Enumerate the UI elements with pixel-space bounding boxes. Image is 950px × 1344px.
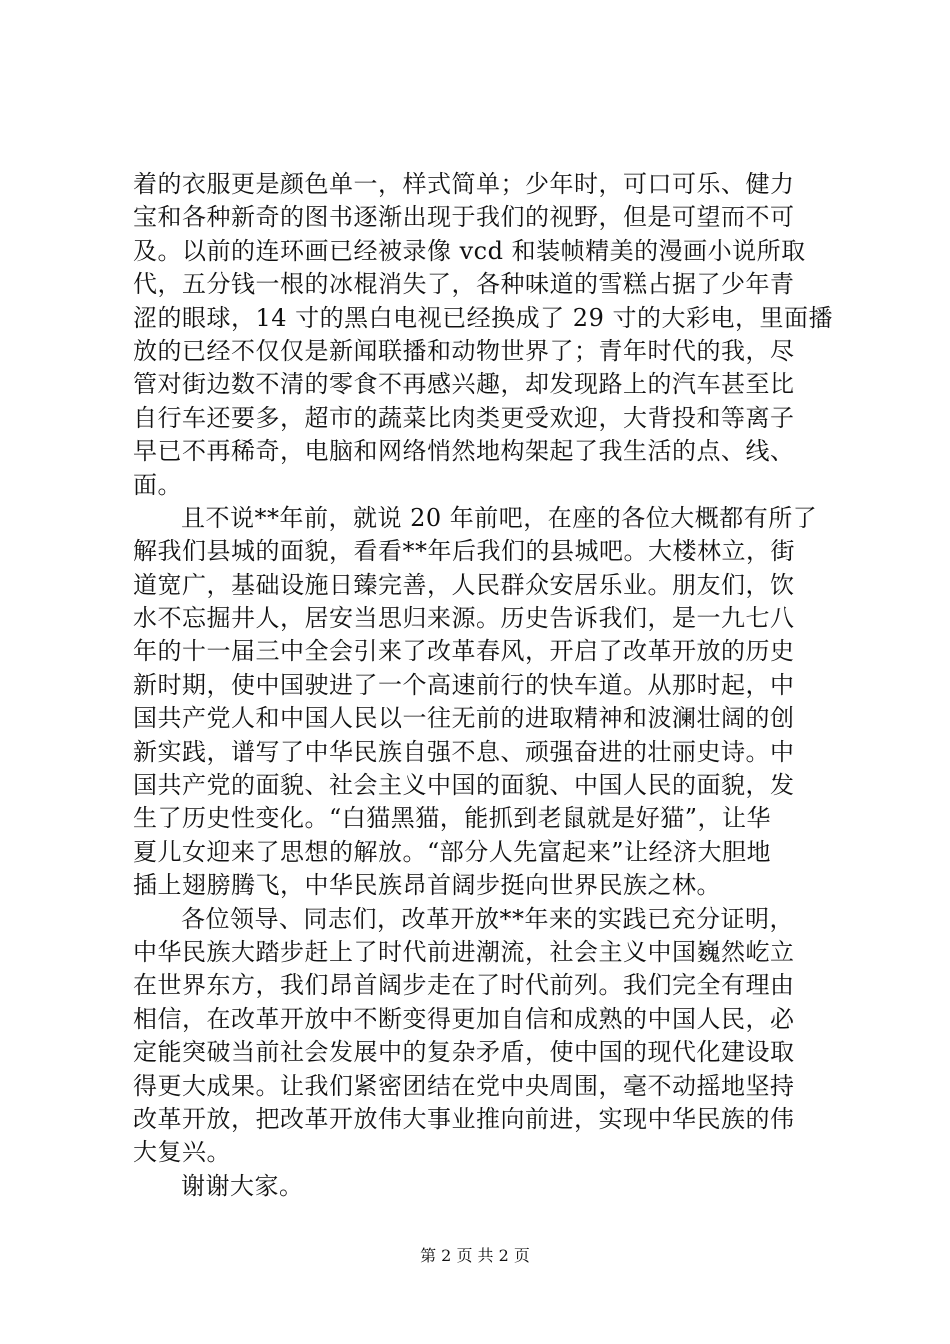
text-line: 得更大成果。让我们紧密团结在党中央周围，毫不动摇地坚持 [133, 1071, 795, 1100]
text-line: 代，五分钱一根的冰棍消失了，各种味道的雪糕占据了少年青 [133, 270, 795, 299]
text-line: 管对街边数不清的零食不再感兴趣，却发现路上的汽车甚至比 [133, 370, 795, 399]
text-line: 及。以前的连环画已经被录像 vcd 和装帧精美的漫画小说所取 [133, 236, 806, 265]
text-line: 道宽广，基础设施日臻完善，人民群众安居乐业。朋友们，饮 [133, 570, 795, 599]
document-body [133, 168, 833, 1203]
text-line: 面。 [133, 470, 182, 499]
text-line: 生了历史性变化。“白猫黑猫，能抓到老鼠就是好猫”，让华 [133, 804, 772, 833]
text-line: 夏儿女迎来了思想的解放。“部分人先富起来”让经济大胆地 [133, 837, 772, 866]
text-line: 中华民族大踏步赶上了时代前进潮流，社会主义中国巍然屹立 [133, 937, 795, 966]
paragraph-first-line: 各位领导、同志们，改革开放**年来的实践已充分证明， [181, 904, 794, 933]
page-number-label: 第 2 页 共 2 页 [420, 1246, 530, 1265]
closing-line: 谢谢大家。 [181, 1171, 304, 1200]
text-line: 早已不再稀奇，电脑和网络悄然地构架起了我生活的点、线、 [133, 437, 795, 466]
text-line: 解我们县城的面貌，看看**年后我们的县城吧。大楼林立，街 [133, 537, 795, 566]
text-line: 着的衣服更是颜色单一，样式简单；少年时，可口可乐、健力 [133, 170, 795, 198]
text-line: 年的十一届三中全会引来了改革春风，开启了改革开放的历史 [133, 637, 795, 666]
page-footer [0, 1246, 950, 1266]
text-line: 大复兴。 [133, 1138, 231, 1167]
text-line: 新时期，使中国驶进了一个高速前行的快车道。从那时起，中 [133, 670, 795, 699]
text-line: 在世界东方，我们昂首阔步走在了时代前列。我们完全有理由 [133, 971, 795, 1000]
text-line: 改革开放，把改革开放伟大事业推向前进，实现中华民族的伟 [133, 1104, 795, 1133]
text-line: 插上翅膀腾飞，中华民族昂首阔步挺向世界民族之林。 [133, 871, 721, 900]
paragraph-first-line: 且不说**年前，就说 20 年前吧，在座的各位大概都有所了 [181, 503, 818, 532]
text-line: 宝和各种新奇的图书逐渐出现于我们的视野，但是可望而不可 [133, 203, 795, 232]
text-line: 自行车还要多，超市的蔬菜比肉类更受欢迎，大背投和等离子 [133, 403, 795, 432]
text-line: 放的已经不仅仅是新闻联播和动物世界了；青年时代的我，尽 [133, 336, 795, 365]
text-line: 定能突破当前社会发展中的复杂矛盾，使中国的现代化建设取 [133, 1038, 795, 1067]
text-line: 国共产党的面貌、社会主义中国的面貌、中国人民的面貌，发 [133, 771, 795, 800]
text-line: 水不忘掘井人，居安当思归来源。历史告诉我们，是一九七八 [133, 604, 795, 633]
text-line: 国共产党人和中国人民以一往无前的进取精神和波澜壮阔的创 [133, 704, 795, 733]
text-line: 涩的眼球，14 寸的黑白电视已经换成了 29 寸的大彩电，里面播 [133, 303, 833, 332]
text-line: 相信，在改革开放中不断变得更加自信和成熟的中国人民，必 [133, 1004, 795, 1033]
text-line: 新实践，谱写了中华民族自强不息、顽强奋进的壮丽史诗。中 [133, 737, 795, 766]
